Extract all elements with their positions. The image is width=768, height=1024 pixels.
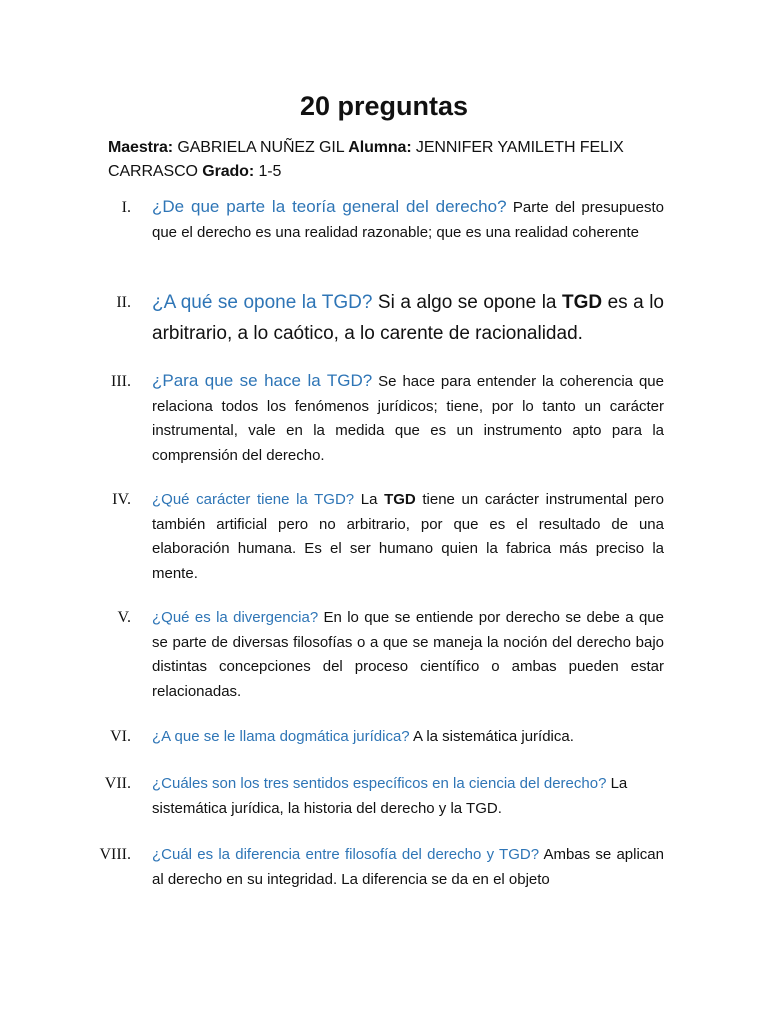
item-body: [152, 843, 664, 892]
item-number: VII.: [104, 775, 131, 792]
item-number: III.: [111, 373, 131, 390]
item-body: [152, 488, 664, 586]
answer-text-start: Si a algo se opone la: [372, 292, 562, 313]
question-text: ¿Qué carácter tiene la TGD?: [152, 491, 355, 508]
question-text: ¿A qué se opone la TGD?: [152, 292, 373, 313]
item-number: V.: [117, 609, 131, 626]
answer-text-bold: TGD: [384, 491, 416, 508]
teacher-name: GABRIELA NUÑEZ GIL: [173, 139, 349, 156]
student-label: Alumna:: [348, 139, 412, 156]
item-body: [152, 194, 664, 245]
question-text: ¿De que parte la teoría general del derecho?: [152, 197, 507, 216]
answer-text: La sistemática jurídica, la historia del derecho y la TGD.: [152, 775, 628, 817]
item-number: VI.: [110, 728, 131, 745]
answer-text-start: La: [354, 491, 385, 508]
item-body: [152, 725, 664, 750]
item-number: I.: [121, 199, 131, 216]
item-body: [152, 369, 664, 468]
item-number: IV.: [112, 491, 131, 508]
answer-text: Parte del presupuesto que el derecho es una realidad razonable; que es una realidad coherente: [152, 199, 664, 241]
answer-text: A la sistemática jurídica.: [409, 728, 574, 745]
student-name: JENNIFER YAMILETH FELIX CARRASCO: [108, 139, 624, 180]
teacher-label: Maestra:: [108, 139, 174, 156]
item-number: II.: [116, 294, 131, 311]
answer-text-end: es a lo arbitrario, a lo caótico, a lo carente de racionalidad.: [152, 292, 664, 344]
question-text: ¿Qué es la divergencia?: [152, 609, 319, 626]
page-title: 20 preguntas: [299, 91, 469, 121]
answer-text: Ambas se aplican al derecho en su integridad. La diferencia se da en el objeto: [152, 846, 664, 888]
answer-text-end: tiene un carácter instrumental pero también artificial pero no arbitrario, por que es el resultado de una elaboración humana. Es el ser humano quien la fabrica más preciso la mente.: [152, 491, 664, 582]
item-number: VIII.: [99, 846, 131, 863]
answer-text-bold: TGD: [561, 292, 603, 313]
grade-value: 1-5: [254, 163, 282, 180]
header-info: [108, 136, 664, 184]
question-text: ¿A que se le llama dogmática jurídica?: [152, 728, 410, 745]
answer-text: Se hace para entender la coherencia que relaciona todos los fenómenos jurídicos; tiene, por lo tanto un carácter instrumental, vale en la medida que es un instrumento apto para la comprensión del derecho.: [152, 373, 664, 464]
question-text: ¿Cuáles son los tres sentidos específicos en la ciencia del derecho?: [152, 775, 607, 792]
item-body: [152, 606, 664, 704]
item-body: [152, 287, 664, 349]
grade-label: Grado:: [202, 163, 255, 180]
item-body: [152, 772, 664, 821]
answer-text: En lo que se entiende por derecho se debe a que se parte de diversas filosofías o a que se maneja la noción del derecho bajo distintas concepciones del proceso científico o ambas pueden estar relacionadas.: [152, 609, 664, 700]
question-text: ¿Cuál es la diferencia entre filosofía del derecho y TGD?: [152, 846, 540, 863]
question-text: ¿Para que se hace la TGD?: [152, 371, 373, 390]
